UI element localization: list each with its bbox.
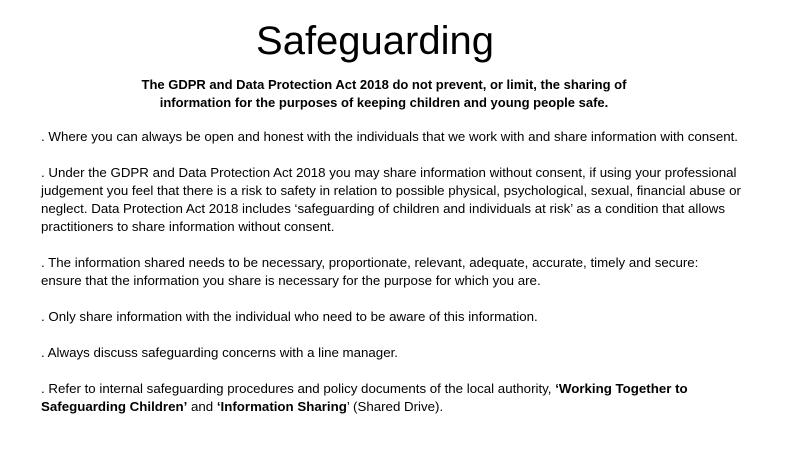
slide-title: Safeguarding xyxy=(256,19,494,63)
references-suffix: ’ (Shared Drive). xyxy=(346,399,444,414)
paragraph-information-quality: . The information shared needs to be necessary, proportionate, relevant, adequate, accurate, timely and secure: ensure that the information you share is necessary for the purpose for which you are. xyxy=(41,255,699,288)
paragraph-references xyxy=(41,380,741,416)
slide-subtitle xyxy=(100,76,668,112)
reference-information-sharing: ‘Information Sharing xyxy=(216,399,347,414)
references-prefix: . Refer to internal safeguarding procedures and policy documents of the local authority, xyxy=(41,381,556,396)
paragraph-consent: . Where you can always be open and honest with the individuals that we work with and share information with consent. xyxy=(41,129,738,144)
subtitle-line-1: The GDPR and Data Protection Act 2018 do not prevent, or limit, the sharing of xyxy=(141,77,627,92)
subtitle-line-2: information for the purposes of keeping children and young people safe. xyxy=(159,95,609,110)
paragraph-line-manager: . Always discuss safeguarding concerns with a line manager. xyxy=(41,345,398,360)
references-and: and xyxy=(187,399,217,414)
slide-body xyxy=(41,128,741,416)
reference-working-together: ‘Working Together to Safeguarding Children’ xyxy=(41,381,688,414)
paragraph-need-to-know: . Only share information with the individual who need to be aware of this information. xyxy=(41,309,538,324)
paragraph-without-consent: . Under the GDPR and Data Protection Act 2018 you may share information without consent, if using your professional judgement you feel that there is a risk to safety in relation to possible physical, psychological, sexual, financial abuse or neglect. Data Protection Act 2018 includes ‘safeguarding of children and individuals at risk’ as a condition that allows practitioners to share information without consent. xyxy=(41,165,741,234)
